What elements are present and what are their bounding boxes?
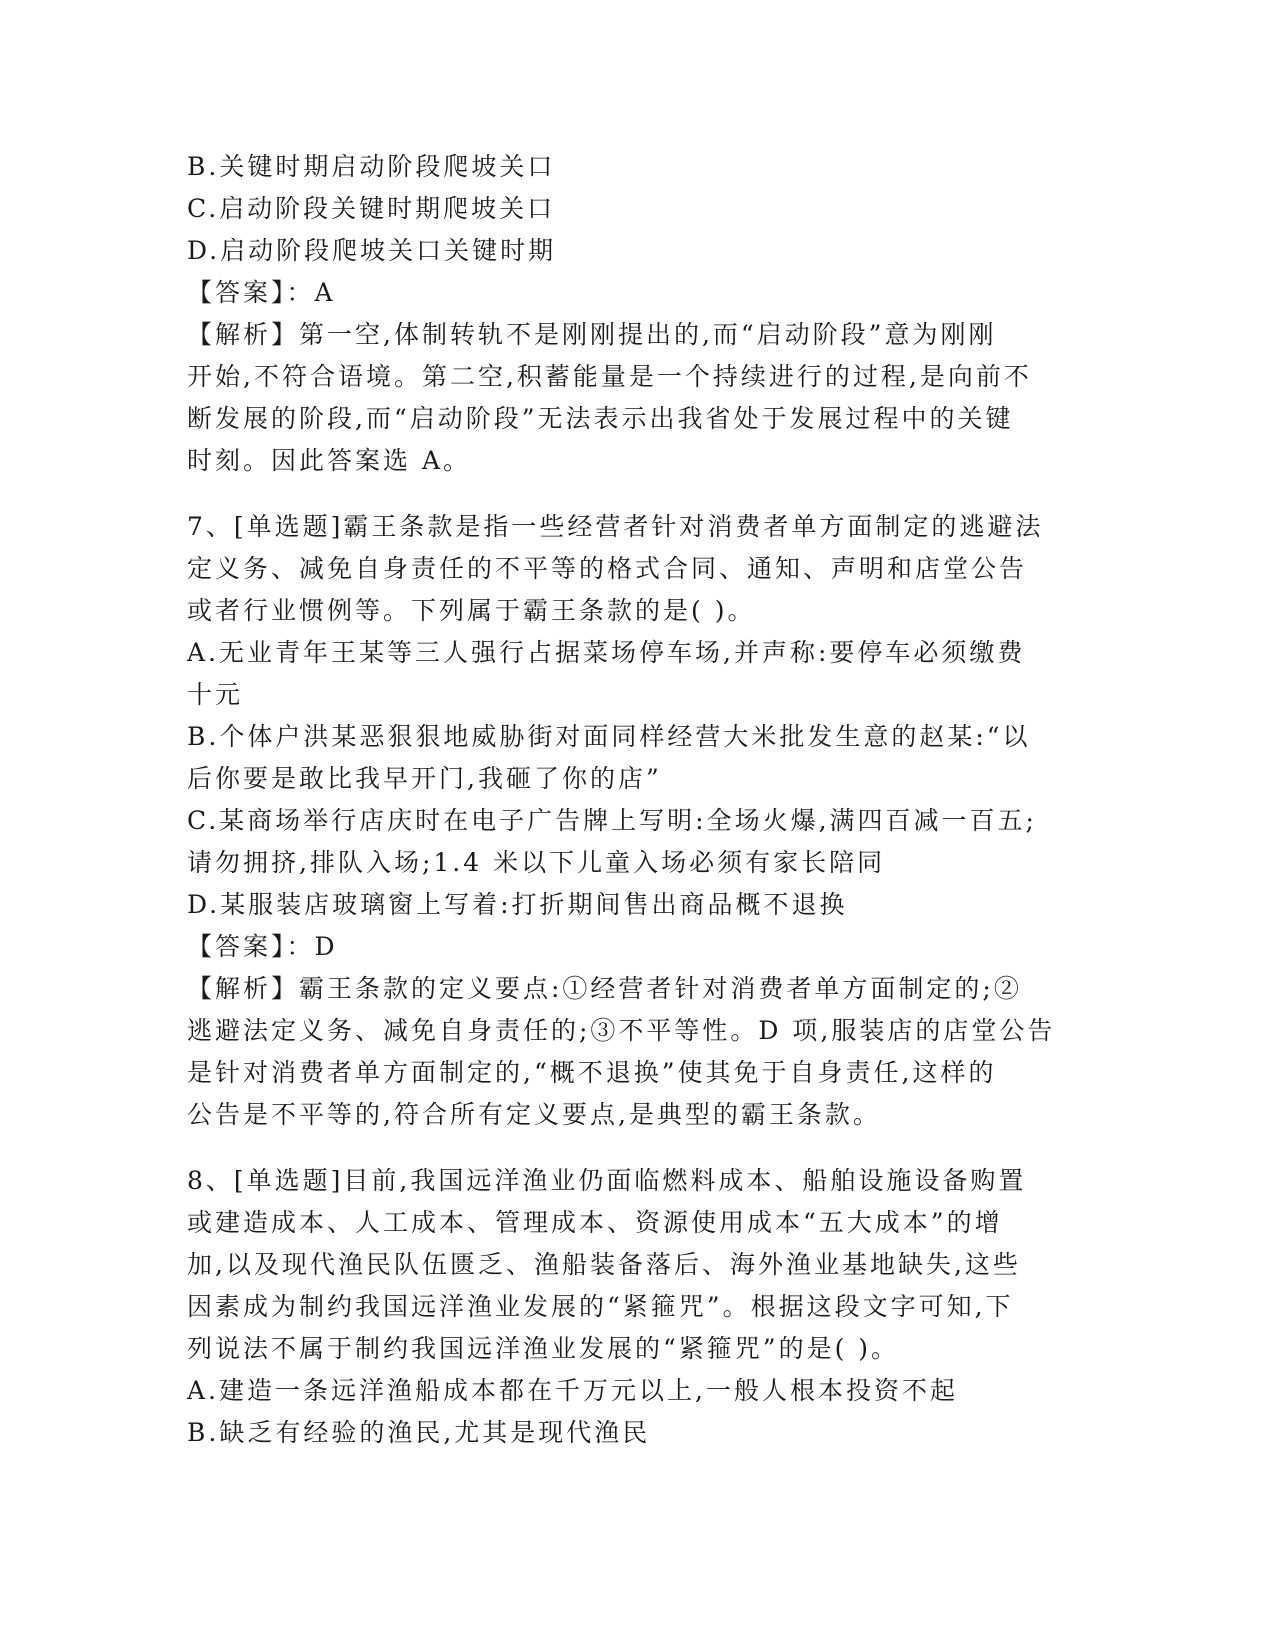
question-6 [187, 146, 1087, 482]
q6-option-c: C.启动阶段关键时期爬坡关口 [187, 194, 556, 223]
q7-answer: 【答案】：D [187, 932, 338, 961]
q6-analysis-line: 断发展的阶段,而“启动阶段”无法表示出我省处于发展过程中的关键 [187, 404, 1014, 433]
q7-option-c-cont: 请勿拥挤,排队入场;1.4 米以下儿童入场必须有家长陪同 [187, 848, 886, 877]
q7-option-a: A.无业青年王某等三人强行占据菜场停车场,并声称:要停车必须缴费 [187, 638, 1026, 667]
q8-option-b: B.缺乏有经验的渔民,尤其是现代渔民 [187, 1418, 651, 1447]
q7-option-c: C.某商场举行店庆时在电子广告牌上写明:全场火爆,满四百减一百五; [187, 806, 1037, 835]
q7-option-a-cont: 十元 [187, 680, 244, 709]
q7-stem-line: 或者行业惯例等。下列属于霸王条款的是( )。 [187, 596, 756, 625]
q7-analysis-line: 是针对消费者单方面制定的,“概不退换”使其免于自身责任,这样的 [187, 1058, 997, 1087]
q6-analysis-line: 开始,不符合语境。第二空,积蓄能量是一个持续进行的过程,是向前不 [187, 362, 1032, 391]
q6-analysis [187, 314, 1087, 482]
question-gap [187, 482, 1087, 506]
q6-analysis-line: 时刻。因此答案选 A。 [187, 446, 472, 475]
question-gap [187, 1136, 1087, 1160]
question-8 [187, 1160, 1087, 1454]
q7-stem-line: 7、[单选题]霸王条款是指一些经营者针对消费者单方面制定的逃避法 [187, 512, 1044, 541]
q6-answer: 【答案】：A [187, 278, 336, 307]
q7-stem-line: 定义务、减免自身责任的不平等的格式合同、通知、声明和店堂公告 [187, 554, 1028, 583]
q8-stem-line: 因素成为制约我国远洋渔业发展的“紧箍咒”。根据这段文字可知,下 [187, 1292, 1014, 1321]
q6-option-b: B.关键时期启动阶段爬坡关口 [187, 152, 556, 181]
q7-stem [187, 506, 1087, 632]
q7-option-b: B.个体户洪某恶狠狠地威胁街对面同样经营大米批发生意的赵某:“以 [187, 722, 1031, 751]
q6-analysis-line: 【解析】第一空,体制转轨不是刚刚提出的,而“启动阶段”意为刚刚 [187, 320, 997, 349]
q7-analysis [187, 968, 1087, 1136]
document-page [187, 146, 1087, 1454]
q8-stem-line: 8、[单选题]目前,我国远洋渔业仍面临燃料成本、船舶设施设备购置 [187, 1166, 1027, 1195]
q8-stem-line: 加,以及现代渔民队伍匮乏、渔船装备落后、海外渔业基地缺失,这些 [187, 1250, 1021, 1279]
q7-option-b-cont: 后你要是敢比我早开门,我砸了你的店” [187, 764, 662, 793]
q7-analysis-line: 逃避法定义务、减免自身责任的;③不平等性。D 项,服装店的店堂公告 [187, 1016, 1056, 1045]
q7-option-d: D.某服装店玻璃窗上写着:打折期间售出商品概不退换 [187, 890, 848, 919]
q7-analysis-line: 公告是不平等的,符合所有定义要点,是典型的霸王条款。 [187, 1100, 881, 1129]
q8-stem-line: 列说法不属于制约我国远洋渔业发展的“紧箍咒”的是( )。 [187, 1334, 900, 1363]
q7-analysis-line: 【解析】霸王条款的定义要点:①经营者针对消费者单方面制定的;② [187, 974, 1022, 1003]
q8-option-a: A.建造一条远洋渔船成本都在千万元以上,一般人根本投资不起 [187, 1376, 958, 1405]
q8-stem [187, 1160, 1087, 1370]
q6-option-d: D.启动阶段爬坡关口关键时期 [187, 236, 557, 265]
question-7 [187, 506, 1087, 1136]
q8-stem-line: 或建造成本、人工成本、管理成本、资源使用成本“五大成本”的增 [187, 1208, 1003, 1237]
